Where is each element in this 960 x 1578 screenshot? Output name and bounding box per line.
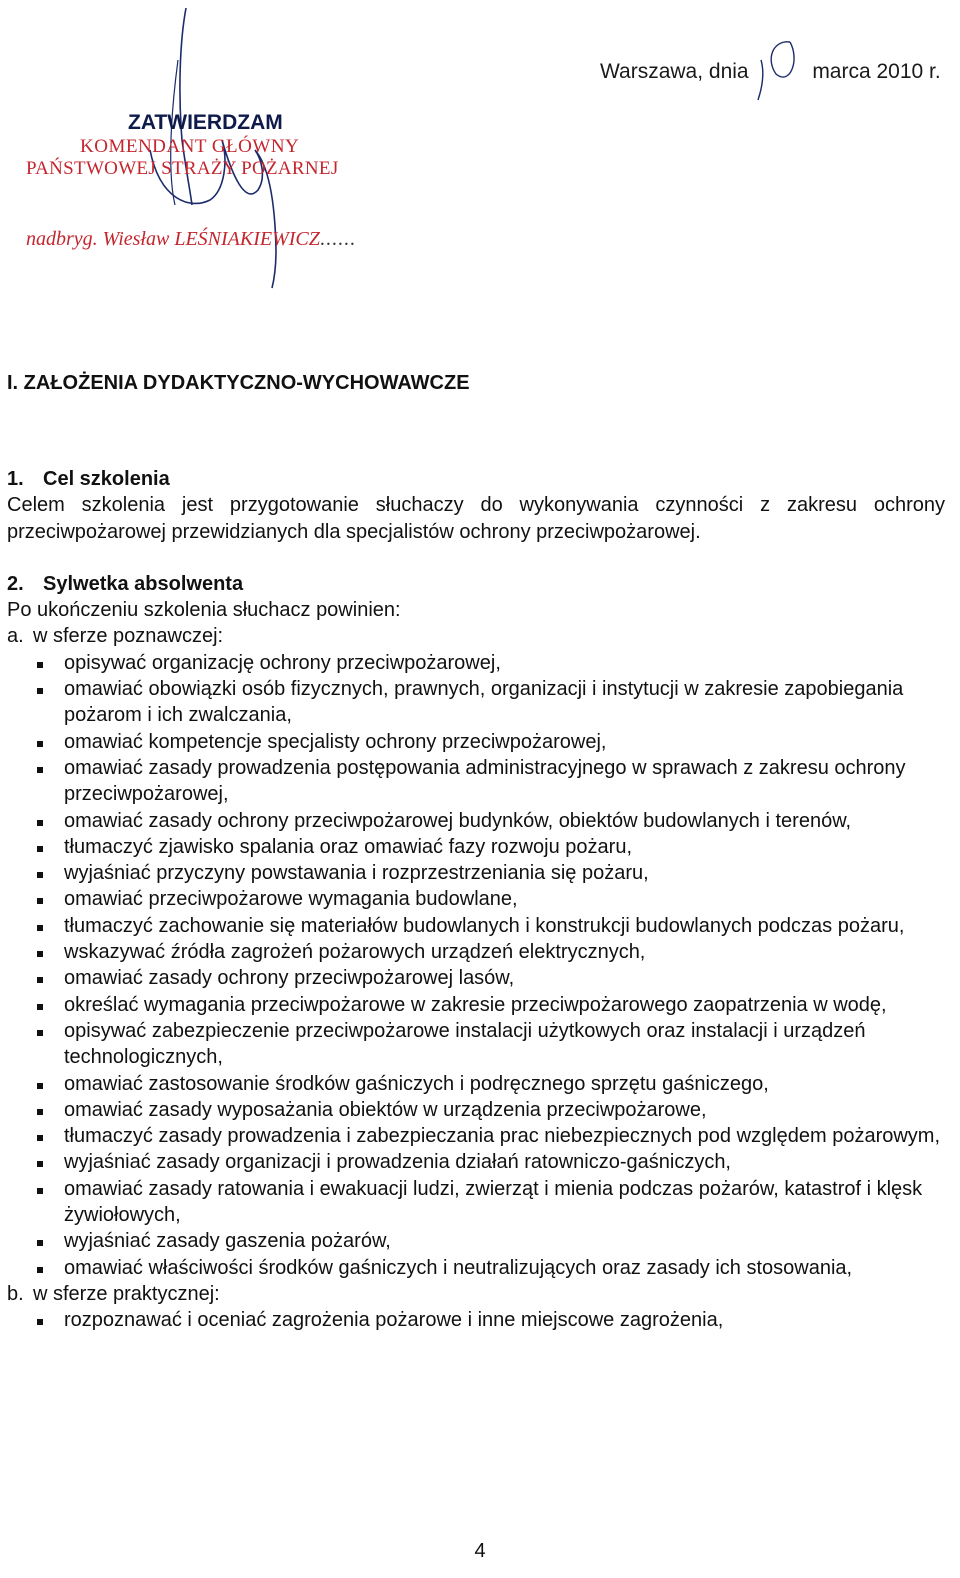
spacer bbox=[7, 545, 945, 571]
list-item: opisywać organizację ochrony przeciwpożarowej, bbox=[64, 650, 945, 676]
point1-number: 1. bbox=[7, 468, 24, 490]
list-item: wskazywać źródła zagrożeń pożarowych urządzeń elektrycznych, bbox=[64, 939, 945, 965]
list-item: omawiać zasady prowadzenia postępowania administracyjnego w sprawach z zakresu ochrony przeciwpożarowej, bbox=[64, 755, 945, 808]
list-item: tłumaczyć zjawisko spalania oraz omawiać fazy rozwoju pożaru, bbox=[64, 834, 945, 860]
point2-heading bbox=[7, 571, 945, 597]
signatory-dots: ...... bbox=[319, 228, 356, 250]
list-item: określać wymagania przeciwpożarowe w zakresie przeciwpożarowego zaopatrzenia w wodę, bbox=[64, 992, 945, 1018]
subsection-b-letter: b. bbox=[7, 1282, 24, 1305]
list-item: wyjaśniać zasady gaszenia pożarów, bbox=[64, 1228, 945, 1254]
list-item: omawiać zasady ratowania i ewakuacji ludzi, zwierząt i mienia podczas pożarów, katastrof i klęsk żywiołowych, bbox=[64, 1176, 945, 1229]
list-a bbox=[7, 650, 945, 1281]
list-item: omawiać właściwości środków gaśniczych i neutralizujących oraz zasady ich stosowania, bbox=[64, 1255, 945, 1281]
list-item: wyjaśniać zasady organizacji i prowadzenia działań ratowniczo-gaśniczych, bbox=[64, 1149, 945, 1175]
subsection-b bbox=[7, 1281, 945, 1307]
list-item: omawiać zasady wyposażania obiektów w urządzenia przeciwpożarowe, bbox=[64, 1097, 945, 1123]
list-item: omawiać zasady ochrony przeciwpożarowej lasów, bbox=[64, 965, 945, 991]
list-item: rozpoznawać i oceniać zagrożenia pożarowe i inne miejscowe zagrożenia, bbox=[64, 1307, 945, 1333]
approval-stamp bbox=[24, 108, 424, 298]
point2-number: 2. bbox=[7, 572, 24, 595]
approval-signatory bbox=[26, 228, 356, 251]
approval-heading: ZATWIERDZAM bbox=[128, 111, 283, 134]
point2-title: Sylwetka absolwenta bbox=[43, 572, 244, 595]
page-number: 4 bbox=[474, 1540, 486, 1562]
subsection-b-label: w sferze praktycznej: bbox=[33, 1282, 220, 1305]
approval-office: KOMENDANT GŁÓWNY bbox=[80, 136, 300, 157]
date-line bbox=[600, 56, 952, 86]
date-suffix: marca 2010 r. bbox=[812, 60, 941, 83]
list-item: opisywać zabezpieczenie przeciwpożarowe instalacji użytkowych oraz instalacji i urządzeń technologicznych, bbox=[64, 1018, 945, 1071]
list-item: omawiać przeciwpożarowe wymagania budowlane, bbox=[64, 886, 945, 912]
approval-organization: PAŃSTWOWEJ STRAŻY POŻARNEJ bbox=[26, 158, 339, 179]
subsection-a-label: w sferze poznawczej: bbox=[33, 625, 224, 648]
list-item: omawiać obowiązki osób fizycznych, prawnych, organizacji i instytucji w zakresie zapobiegania pożarom i ich zwalczania, bbox=[64, 676, 945, 729]
subsection-a bbox=[7, 623, 945, 649]
list-item: omawiać kompetencje specjalisty ochrony przeciwpożarowej, bbox=[64, 729, 945, 755]
list-b bbox=[7, 1307, 945, 1333]
list-item: tłumaczyć zasady prowadzenia i zabezpieczania prac niebezpiecznych pod względem pożarowym, bbox=[64, 1123, 945, 1149]
date-prefix: Warszawa, dnia bbox=[600, 60, 749, 83]
signatory-name: nadbryg. Wiesław LEŚNIAKIEWICZ bbox=[26, 228, 320, 250]
point1-heading bbox=[7, 466, 945, 492]
list-item: omawiać zasady ochrony przeciwpożarowej budynków, obiektów budowlanych i terenów, bbox=[64, 808, 945, 834]
point1-title: Cel szkolenia bbox=[43, 468, 170, 490]
list-item: tłumaczyć zachowanie się materiałów budowlanych i konstrukcji budowlanych podczas pożaru, bbox=[64, 913, 945, 939]
document-body bbox=[7, 466, 945, 1334]
subsection-a-letter: a. bbox=[7, 625, 24, 648]
point2-intro: Po ukończeniu szkolenia słuchacz powinien: bbox=[7, 599, 401, 622]
point1-text: Celem szkolenia jest przygotowanie słuchaczy do wykonywania czynności z zakresu ochrony przeciwpożarowej przewidzianych dla specjalistów ochrony przeciwpożarowej. bbox=[7, 494, 945, 543]
list-item: omawiać zastosowanie środków gaśniczych i podręcznego sprzętu gaśniczego, bbox=[64, 1071, 945, 1097]
list-item: wyjaśniać przyczyny powstawania i rozprzestrzeniania się pożaru, bbox=[64, 860, 945, 886]
section-title: I. ZAŁOŻENIA DYDAKTYCZNO-WYCHOWAWCZE bbox=[7, 372, 470, 394]
